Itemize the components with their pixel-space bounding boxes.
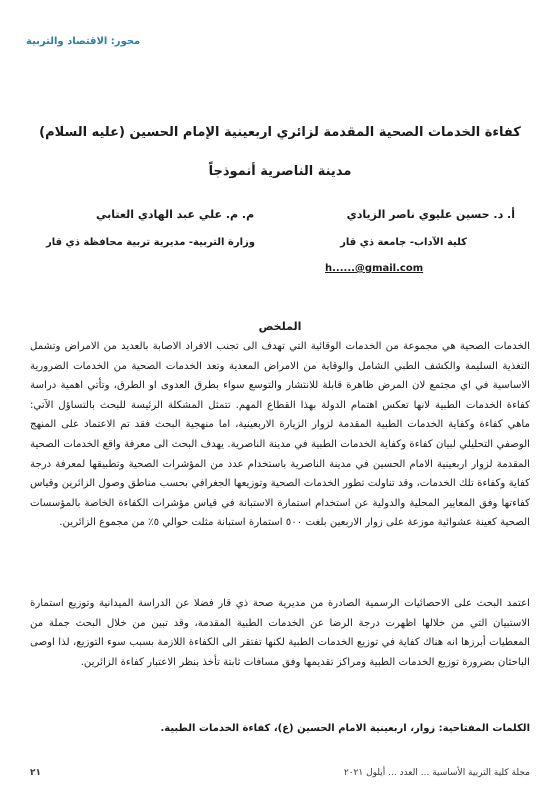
author-1-email[interactable]: h......@gmail.com bbox=[325, 263, 424, 274]
abstract-heading: الملخص bbox=[258, 320, 302, 333]
paper-title: كفاءة الخدمات الصحية المقدمة لزائري اربعينية الإمام الحسين (عليه السلام) bbox=[39, 125, 521, 140]
paper-subtitle: مدينة الناصرية أنموذجاً bbox=[208, 164, 352, 179]
page-number: ٢١ bbox=[30, 768, 41, 778]
author-1-name: أ. د. حسين عليوي ناصر الزيادي bbox=[346, 208, 515, 221]
author-1-affiliation: كلية الآداب- جامعة ذي قار bbox=[340, 237, 467, 248]
abstract-paragraph-2: اعتمد البحث على الاحصائيات الرسمية الصادرة من مديرية صحة ذي قار فضلا عن الدراسة الميدانية وتوزيع استمارة الاستبيان التي من خلالها اظهرت درجة الرضا عن الخدمات الطبية المقدمة، وقد تبين من خلال البحث جملة من المعطيات أبرزها انه هناك كفاية في توزيع الخدمات الطبية لكنها تفتقر الى الكفاءة اللازمة بسبب سوء التوزيع، لذا اوصى الباحثان بضرورة توزيع الخدمات الطبية ومراكز تقديمها وفق مسافات ثابتة تأخذ بنظر الاعتبار كفاءة الزائرين. bbox=[30, 598, 530, 668]
author-2-name: م. م. علي عبد الهادي العتابي bbox=[96, 208, 255, 221]
footer-citation: مجلة كلية التربية الأساسية ... العدد ... أيلول ٢٠٢١ bbox=[343, 768, 530, 778]
journal-section-tag: محور: الاقتصاد والتربية bbox=[26, 36, 141, 47]
keywords: الكلمات المفتاحية: زوار، اربعينية الامام الحسين (ع)، كفاءة الخدمات الطبية. bbox=[160, 723, 530, 734]
page-footer bbox=[30, 768, 530, 778]
abstract-paragraph-1: الخدمات الصحية هي مجموعة من الخدمات الوقائية التي تهدف الى تجنب الافراد الاصابة بالعديد من الامراض وتشمل التغذية السليمة والكشف الطبي الشامل والوقاية من الامراض المعدية وتعد الخدمات الصحية من الخدمات الضرورية الاساسية في اي مجتمع لان المرض ظاهرة قابلة للانتشار والتوسع سواء بطرق العدوى او الطرق، وتأتي اهمية دراسة كفاءة الخدمات الطبية لانها تعكس اهتمام الدولة بهذا القطاع المهم. تتمثل المشكلة الرئيسة للبحث بالتساؤل الآتي: ماهي كفاءة وكفاية الخدمات الطبية المقدمة لزوار الزيارة الاربعينية، اما منهجية البحث فقد تم الاعتماد على المنهج الوصفي التحليلي لبيان كفاءة وكفاية الخدمات الطبية في مدينة الناصرية. يهدف البحث الى معرفة واقع الخدمات الصحية المقدمة لزوار اربعينية الامام الحسين في مدينة الناصرية باستخدام عدد من المؤشرات الصحية وتطبيقها لمعرفة درجة كفاية وكفاءة تلك الخدمات، وقد تناولت تطور الخدمات الصحية وتوزيعها الجغرافي بحسب مناطق وصول الزائرين وقياس كفاءتها وفق المعايير المحلية والدولية عن استخدام استمارة الاستبانة في قياس مؤشرات الكفاءة الخاصة بالمؤسسات الصحية كعينة عشوائية موزعة على زوار الاربعين بلغت ٥٠٠ استمارة استبانة مثلت حوالي ٥٪ من مجموع الزائرين. bbox=[30, 341, 530, 529]
author-2-affiliation: وزارة التربية- مديرية تربية محافظة ذي قار bbox=[46, 237, 255, 248]
